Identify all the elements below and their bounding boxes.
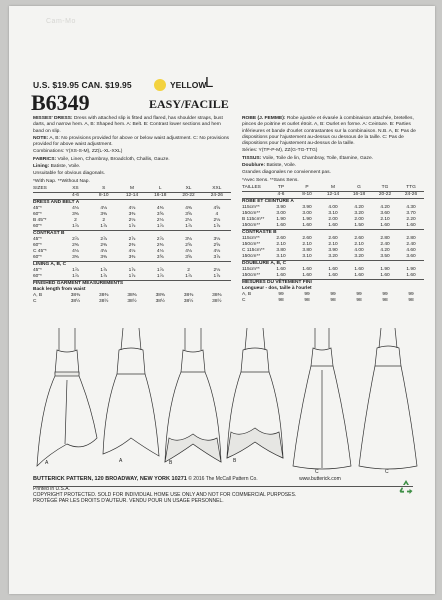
section-title: DOUBLURE A, B, C — [242, 260, 424, 267]
yardage-table — [33, 186, 231, 305]
back-length-title: Longueur - dos, taille à l'ourlet — [242, 285, 312, 291]
nap-note-fr: *Avec Sens. **Sans Sens. — [242, 177, 299, 183]
yardage-cell: 3.60 — [380, 210, 390, 216]
yardage-cell: 1⅞ — [156, 223, 164, 229]
length-cell: 98 — [382, 297, 388, 303]
footer-divider — [33, 486, 413, 487]
size-letter: L — [205, 74, 214, 91]
view-label: C — [33, 298, 37, 304]
yardage-cell: 4⅛ — [72, 248, 79, 254]
unsuitable-note-fr: Grandes diagonales ne conviennent pas. — [242, 170, 331, 176]
size-cell: XXL — [203, 186, 231, 193]
size-cell: XL — [174, 186, 202, 193]
yardage-cell: 1.60 — [380, 222, 390, 228]
yardage-cell: 4⅛ — [100, 205, 108, 211]
yardage-cell: 1⅞ — [128, 223, 136, 229]
yardage-cell: 4 — [215, 211, 219, 217]
yardage-cell: 2.80 — [380, 235, 390, 241]
yardage-cell: 3⅜ — [100, 211, 108, 217]
length-cell: 98 — [304, 297, 310, 303]
yardage-cell: 4⅛ — [72, 205, 79, 211]
yardage-cell: 4.00 — [354, 247, 364, 253]
yardage-cell: 3⅝ — [156, 211, 164, 217]
yardage-cell: 2⅜ — [72, 242, 79, 248]
yardage-cell: 1⅞ — [213, 223, 221, 229]
length-cell: 38½ — [70, 298, 81, 304]
yardage-cell: 2⅛ — [213, 267, 221, 273]
yardage-cell: 1.60 — [302, 266, 312, 272]
size-number-row — [33, 192, 231, 199]
yardage-cell: 1.60 — [328, 266, 338, 272]
view-label-a-back: A — [119, 458, 123, 464]
view-a-back-drawing — [101, 326, 161, 476]
yardage-cell: 2⅛ — [128, 217, 136, 223]
yardage-cell: 4⅛ — [213, 248, 221, 254]
length-cell: 98 — [330, 297, 336, 303]
yardage-cell: 1⅞ — [156, 267, 164, 273]
yardage-cell: 1⅞ — [72, 267, 79, 273]
length-cell: 38⅜ — [99, 292, 109, 298]
size-cell: P — [294, 185, 320, 192]
yardage-cell: 3.10 — [276, 253, 286, 259]
yardage-cell: 2.60 — [328, 235, 338, 241]
fabric-width-label: B 115cm** — [242, 216, 265, 222]
yardage-cell: 1⅞ — [128, 267, 136, 273]
yardage-cell: 2.20 — [406, 216, 416, 222]
yardage-cell: 2.60 — [354, 235, 364, 241]
length-cell: 38½ — [127, 298, 137, 304]
yardage-cell: 4.60 — [406, 247, 416, 253]
fabric-width-label: 150cm** — [242, 222, 261, 228]
fabric-width-label: 150cm** — [242, 210, 261, 216]
view-c-back-drawing — [357, 326, 419, 476]
yardage-cell: 2.80 — [406, 235, 416, 241]
yardage-cell: 2⅞ — [156, 236, 164, 242]
yardage-cell: 2⅛ — [213, 217, 221, 223]
fabric-width-label: 45"* — [33, 267, 42, 273]
yardage-cell: 4.20 — [354, 204, 364, 210]
length-cell: 99 — [382, 291, 388, 297]
fabric-width-label: 60"* — [33, 273, 42, 279]
pattern-number: B6349 — [31, 90, 90, 115]
yardage-cell: 3⅜ — [128, 254, 136, 260]
fabrics-fr: TISSUS: Voile, Toile de lin, Chambray, Toile, Étamine, Gaze. — [242, 155, 374, 161]
yardage-cell: 3⅝ — [185, 254, 192, 260]
yardage-cell: 2 — [74, 217, 77, 223]
size-cell: XS — [61, 186, 89, 193]
yardage-cell: 1.60 — [276, 272, 286, 278]
yardage-cell: 3⅛ — [213, 236, 221, 242]
yardage-cell: 4⅛ — [100, 248, 108, 254]
yardage-cell: 3⅜ — [72, 254, 79, 260]
size-cell: S — [90, 186, 118, 193]
fabric-width-label: B 45"* — [33, 217, 47, 223]
pattern-envelope-back — [9, 6, 435, 594]
footer — [33, 476, 413, 504]
yardage-cell: 2 — [187, 267, 190, 273]
yardage-cell: 1⅞ — [100, 273, 108, 279]
yardage-cell: 1⅞ — [185, 223, 192, 229]
size-cell: TP — [268, 185, 294, 192]
length-cell: 38⅜ — [183, 292, 194, 298]
yardage-cell: 2.00 — [328, 216, 338, 222]
copyright-notice-fr: PROTÉGÉ PAR LES DROITS D'AUTEUR. VENDU POUR UN USAGE PERSONNEL. — [33, 498, 224, 504]
yardage-cell: 2.10 — [276, 241, 286, 247]
yardage-cell: 4.00 — [328, 204, 338, 210]
length-cell: 38½ — [155, 298, 165, 304]
color-word: YELLOW — [170, 80, 207, 90]
yardage-cell: 2⅝ — [213, 242, 221, 248]
yardage-cell: 1⅞ — [128, 273, 136, 279]
yardage-cell: 2.40 — [406, 241, 416, 247]
lining: Lining: Batiste, Voile. — [33, 164, 81, 170]
yardage-cell: 1.60 — [328, 222, 338, 228]
length-cell: 38½ — [183, 298, 194, 304]
yardage-cell: 1⅞ — [72, 223, 79, 229]
yardage-cell: 3⅞ — [213, 254, 221, 260]
length-cell: 98 — [408, 297, 414, 303]
yardage-cell: 4⅜ — [185, 205, 192, 211]
length-cell: 99 — [304, 291, 310, 297]
yardage-cell: 1⅞ — [100, 223, 108, 229]
view-label: A, B — [242, 291, 252, 297]
yardage-cell: 4⅛ — [185, 248, 192, 254]
fabrics: FABRICS: Voile, Linen, Chambray, Broadcloth, Challis, Gauze. — [33, 156, 170, 162]
fabric-width-label: 150cm** — [242, 272, 261, 278]
yardage-table-fr — [242, 185, 424, 304]
finished-measurements-title: FINISHED GARMENT MEASUREMENTS — [33, 280, 231, 287]
section-title: LINING A, B, C — [33, 261, 231, 268]
yardage-cell: 2⅞ — [128, 236, 136, 242]
section-title: CONTRASTE B — [242, 229, 424, 236]
finished-measurements-title: MESURES DU VÊTEMENT FINI — [242, 279, 424, 286]
yardage-cell: 2 — [102, 217, 106, 223]
nap-note: *With Nap. **Without Nap. — [33, 178, 90, 184]
fabric-width-label: 60"* — [33, 223, 42, 229]
length-cell: 99 — [356, 291, 362, 297]
view-label-a: A — [45, 460, 49, 466]
size-number-cell: 8-10 — [98, 192, 109, 198]
yardage-cell: 1.50 — [354, 222, 364, 228]
size-number-cell: 4-6 — [71, 192, 79, 198]
yardage-cell: 4⅛ — [128, 205, 136, 211]
yardage-cell: 2⅛ — [156, 217, 164, 223]
view-label: A, B — [33, 292, 43, 298]
yardage-cell: 3⅜ — [72, 211, 79, 217]
yardage-cell: 3.50 — [380, 253, 390, 259]
fabric-width-label: 115cm** — [242, 235, 260, 241]
view-b-front-drawing — [163, 326, 223, 476]
yardage-cell: 4.30 — [406, 204, 416, 210]
yardage-cell: 2.10 — [328, 241, 338, 247]
yardage-cell: 3⅜ — [100, 254, 108, 260]
fabric-width-label: 60"* — [33, 254, 42, 260]
yardage-cell: 3.80 — [276, 247, 286, 253]
description: MISSES' DRESS: Dress with attached slip is fitted and flared, has shoulder straps, bust darts, and narrow hem. A, B: Shaped hem. A: Belt. B: Contrast lower sections and hem band on slip. — [33, 116, 223, 134]
section-title: CONTRAST B — [33, 230, 231, 237]
yardage-cell: 2.10 — [354, 241, 364, 247]
sizes-label: SIZES — [33, 186, 61, 193]
difficulty-level: EASY/FACILE — [149, 97, 229, 111]
yardage-cell: 1.60 — [380, 272, 390, 278]
yardage-cell: 1.60 — [354, 266, 364, 272]
yardage-cell: 2.10 — [302, 241, 312, 247]
length-cell: 99 — [278, 291, 284, 297]
size-cell: L — [146, 186, 174, 193]
english-column — [33, 116, 231, 305]
yardage-cell: 1⅞ — [100, 267, 108, 273]
yardage-cell: 1.60 — [406, 222, 416, 228]
yardage-cell: 1.60 — [406, 272, 416, 278]
yardage-cell: 4⅛ — [156, 248, 164, 254]
fabric-width-label: C 45"* — [33, 248, 47, 254]
copyright-notice-en: COPYRIGHT PROTECTED. SOLD FOR INDIVIDUAL HOME USE ONLY AND NOT FOR COMMERCIAL PURPOSES. — [33, 492, 297, 498]
size-cell: TG — [372, 185, 398, 192]
size-cell: M — [118, 186, 146, 193]
yardage-cell: 3.20 — [354, 210, 364, 216]
combinations: Combinations: Y(XS-S-M), ZZ(L-XL-XXL) — [33, 149, 123, 155]
size-cell: G — [346, 185, 372, 192]
website: www.butterick.com — [299, 476, 341, 482]
yardage-cell: 1.60 — [302, 222, 312, 228]
yardage-cell: 3.90 — [328, 247, 338, 253]
yardage-cell: 2⅜ — [156, 242, 164, 248]
section-title: DRESS AND BELT A — [33, 199, 231, 206]
size-number-cell: 16-18 — [154, 192, 167, 198]
length-cell: 99 — [330, 291, 336, 297]
yardage-cell: 2.60 — [276, 235, 286, 241]
yardage-cell: 1⅞ — [185, 273, 192, 279]
yardage-cell: 3.00 — [302, 210, 312, 216]
note: NOTE: A, B: No provisions provided for above or below waist adjustment. C: No provisions provided for above waist adjustment. — [33, 135, 229, 148]
yardage-cell: 1⅞ — [72, 273, 79, 279]
yardage-cell: 1.60 — [328, 272, 338, 278]
copyright: © 2016 The McCall Pattern Co. — [188, 476, 258, 482]
fabric-width-label: 60"* — [33, 242, 42, 248]
yardage-cell: 1.60 — [276, 222, 286, 228]
size-number-cell: 20-22 — [378, 191, 392, 197]
footer-line — [33, 476, 413, 482]
fabric-width-label: 115cm** — [242, 204, 260, 210]
size-number-cell: 12-14 — [326, 191, 340, 197]
price: U.S. $19.95 CAN. $19.95 — [33, 80, 132, 90]
recycle-icon — [398, 479, 414, 495]
yardage-cell: 2⅝ — [185, 242, 192, 248]
fabric-width-label: C 115cm** — [242, 247, 265, 253]
yardage-cell: 1.60 — [354, 272, 364, 278]
length-cell: 38⅜ — [70, 292, 81, 298]
yardage-cell: 3⅝ — [185, 211, 192, 217]
yellow-dot-icon — [154, 79, 166, 91]
size-cell: TTG — [398, 185, 424, 192]
yardage-cell: 4⅛ — [128, 248, 136, 254]
size-number-cell: 12-14 — [125, 192, 139, 198]
sizes-label: TAILLES — [242, 185, 268, 192]
view-label-b-back: B — [233, 458, 237, 464]
size-number-cell: 16-18 — [352, 191, 366, 197]
yardage-cell: 3.20 — [354, 253, 364, 259]
yardage-cell: 3.10 — [328, 210, 338, 216]
yardage-cell: 1.90 — [380, 266, 390, 272]
view-a-front-drawing — [35, 326, 99, 476]
description-fr: ROBE (J. FEMME): Robe ajustée et évasée à combinaison attachée, bretelles, pinces de poitrine et ourlet étroit. A, B: Ourlet en forme. A: Ceinture. B: Parties inférieures et bande d'ourlet contrastantes sur la combinaison. N.B. A, B: Pas de dispositions pour l'ajustement au-dessus ou dessous de la taille. C: Pas de dispositions pour l'ajustement au-dessus de la taille. — [242, 116, 416, 147]
size-number-row — [242, 191, 424, 198]
size-cell: M — [320, 185, 346, 192]
size-number-cell: 8-10 — [302, 191, 312, 197]
yardage-cell: 1.60 — [276, 266, 286, 272]
back-length-row — [242, 298, 424, 304]
publisher-address: BUTTERICK PATTERN, 120 BROADWAY, NEW YORK 10271 — [33, 476, 187, 482]
yardage-cell: 3⅛ — [185, 236, 192, 242]
yardage-cell: 1⅞ — [156, 273, 164, 279]
yardage-cell: 4.20 — [380, 247, 390, 253]
lining-fr: Doublure: Batiste, Voile. — [242, 163, 297, 169]
fabric-width-label: 60"* — [33, 211, 42, 217]
view-label: C — [242, 297, 246, 303]
bleed-through-text: Cam-Mo — [46, 18, 76, 25]
yardage-cell: 2.10 — [380, 216, 390, 222]
yardage-cell: 1.90 — [276, 216, 286, 222]
yardage-cell: 2.60 — [302, 235, 312, 241]
size-number-cell: 24-26 — [404, 191, 418, 197]
length-cell: 38½ — [212, 298, 222, 304]
yardage-cell: 3.90 — [276, 204, 286, 210]
fabric-width-label: 115cm** — [242, 266, 260, 272]
fabric-width-label: 45"* — [33, 205, 42, 211]
length-cell: 99 — [408, 291, 414, 297]
yardage-cell: 4.20 — [380, 204, 390, 210]
yardage-cell: 1⅞ — [213, 273, 221, 279]
fabric-width-label: 150cm** — [242, 253, 261, 259]
view-c-front-drawing — [291, 326, 353, 476]
fabric-width-label: 45"* — [33, 236, 42, 242]
length-cell: 38⅜ — [127, 292, 137, 298]
yardage-cell: 2⅛ — [185, 217, 192, 223]
yardage-cell: 1.90 — [302, 216, 312, 222]
yardage-cell: 3.60 — [406, 253, 416, 259]
length-cell: 98 — [356, 297, 362, 303]
length-cell: 38⅜ — [155, 292, 165, 298]
unsuitable-note: Unsuitable for obvious diagonals. — [33, 171, 106, 177]
view-b-back-drawing — [225, 326, 285, 476]
french-column — [242, 116, 424, 304]
length-cell: 38⅜ — [212, 292, 222, 298]
yardage-cell: 2.00 — [354, 216, 364, 222]
yardage-cell: 2⅞ — [100, 236, 108, 242]
yardage-cell: 2.40 — [380, 241, 390, 247]
yardage-cell: 3.20 — [328, 253, 338, 259]
back-length-title: Back length from waist — [33, 286, 86, 292]
size-number-cell: 24-26 — [210, 192, 223, 198]
yardage-cell: 3⅜ — [128, 211, 136, 217]
size-number-cell: 20-22 — [182, 192, 195, 198]
yardage-cell: 4⅜ — [156, 205, 164, 211]
size-number-cell: 4-6 — [277, 191, 285, 197]
yardage-cell: 3.00 — [276, 210, 286, 216]
yardage-cell: 3.70 — [406, 210, 416, 216]
view-label-c-back: C — [385, 469, 389, 475]
view-label-b: B — [169, 460, 173, 466]
yardage-cell: 3⅝ — [156, 254, 164, 260]
back-length-row — [33, 299, 231, 305]
series-fr: Séries: Y(TP-P-M), ZZ(G-TG-TTG) — [242, 148, 318, 154]
yardage-cell: 1.90 — [406, 266, 416, 272]
yardage-cell: 3.10 — [302, 253, 312, 259]
section-title: ROBE ET CEINTURE A — [242, 198, 424, 205]
yardage-cell: 2⅜ — [128, 242, 136, 248]
yardage-cell: 1.60 — [302, 272, 312, 278]
length-cell: 38½ — [99, 298, 109, 304]
yardage-cell: 3.90 — [302, 204, 312, 210]
view-label-c: C — [315, 469, 319, 475]
length-cell: 98 — [278, 297, 284, 303]
fabric-width-label: 150cm** — [242, 241, 261, 247]
yardage-cell: 2⅞ — [72, 236, 79, 242]
view-drawings — [35, 326, 425, 476]
printed-in: Printed in U.S.A. — [33, 486, 70, 492]
yardage-cell: 2⅜ — [100, 242, 108, 248]
yardage-cell: 3.80 — [302, 247, 312, 253]
yardage-cell: 4⅝ — [213, 205, 221, 211]
